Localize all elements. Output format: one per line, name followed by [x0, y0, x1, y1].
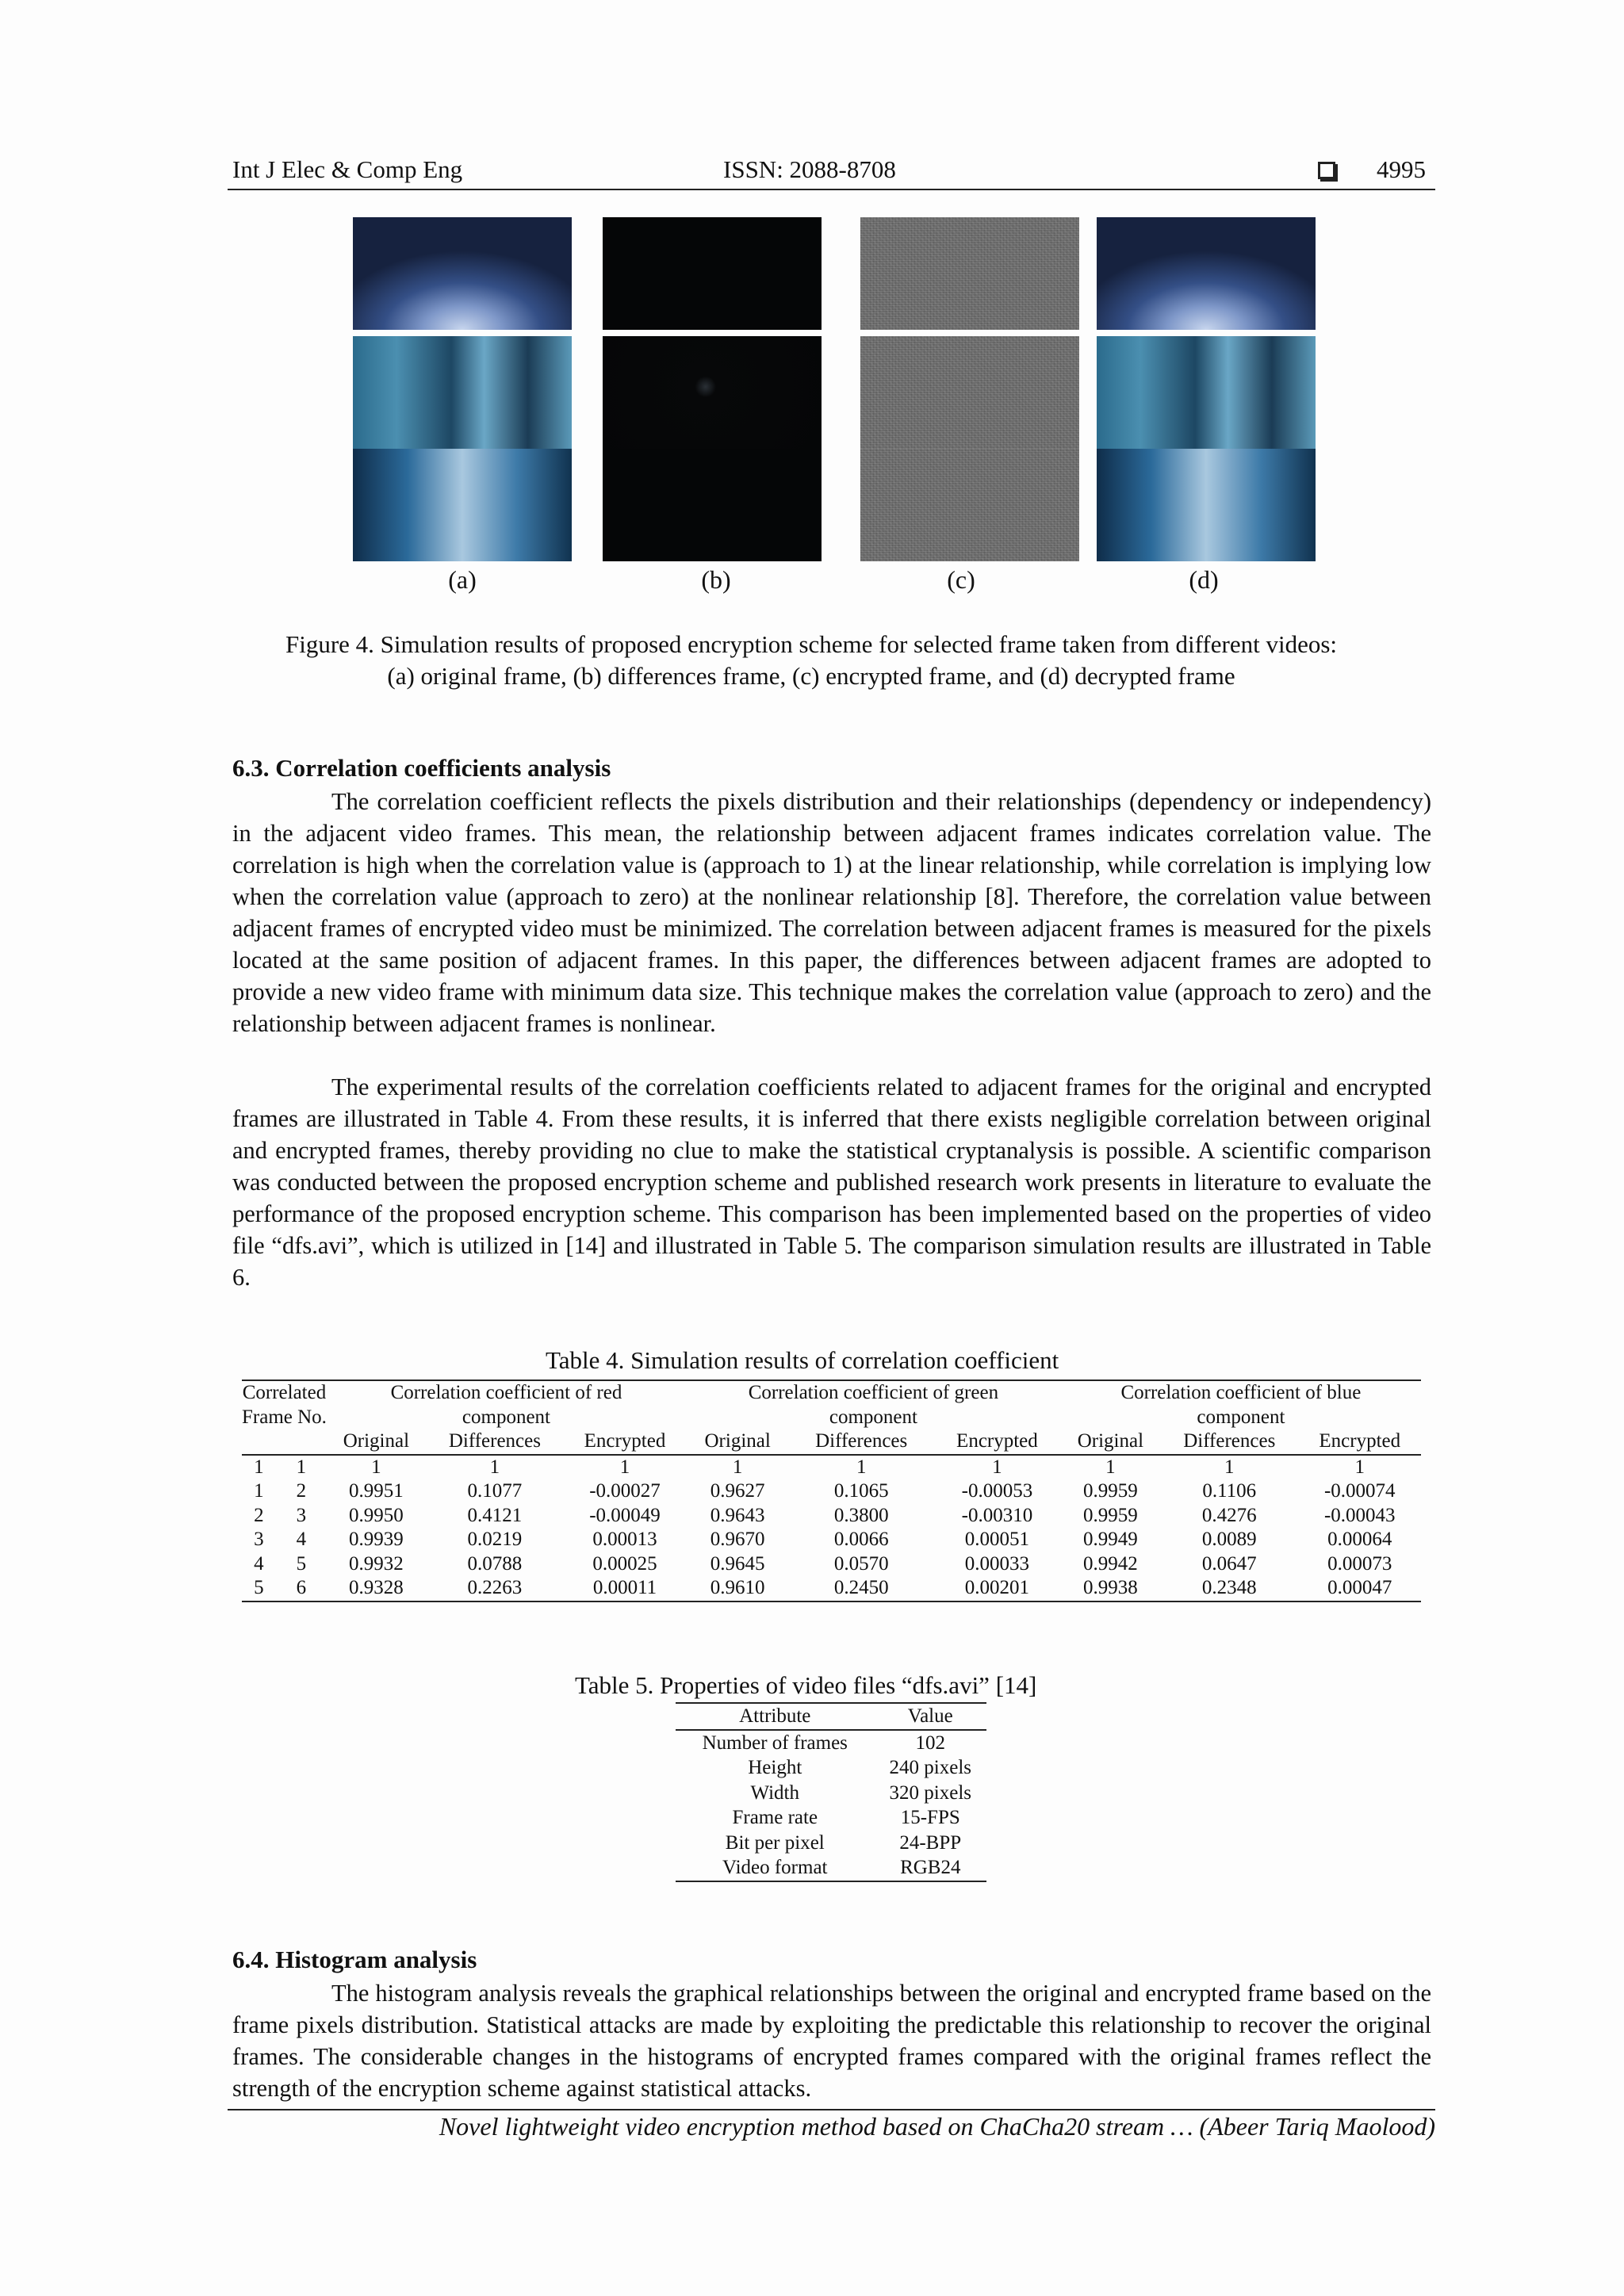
table-cell: 4 [254, 1552, 264, 1575]
table-cell: 0.9939 [349, 1529, 404, 1550]
table-4-header-frame: Correlated [242, 1380, 327, 1406]
table-cell: -0.00074 [1323, 1480, 1396, 1502]
table-cell: 0.9938 [1061, 1576, 1160, 1601]
table-cell: 0.0066 [833, 1529, 889, 1550]
decrypted-frame-3 [1097, 449, 1316, 561]
table-cell: 5 [296, 1552, 307, 1575]
sublabel-c: (c) [947, 565, 975, 594]
table-cell: Height [748, 1757, 802, 1778]
table-cell: 0.9959 [1083, 1480, 1138, 1502]
running-title: Novel lightweight video encryption method based on ChaCha20 stream … (Abeer Tariq Maolood) [439, 2112, 1435, 2141]
table-cell: 0.1077 [467, 1480, 523, 1502]
differences-frame-1 [603, 217, 822, 330]
table-cell: 24-BPP [899, 1831, 962, 1854]
figure-caption-line1: Figure 4. Simulation results of proposed encryption scheme for selected frame taken from different videos: [285, 630, 1338, 658]
table-cell: -0.00310 [961, 1504, 1033, 1526]
differences-frame-3 [603, 449, 822, 561]
table-row [242, 1552, 1421, 1577]
table-4-header-blue-line2: component [1197, 1406, 1285, 1428]
table-cell: 1 [1354, 1456, 1365, 1478]
table-4-subheader: Original [686, 1429, 789, 1455]
table-row [242, 1455, 1421, 1480]
table-cell: 0.9328 [327, 1576, 426, 1601]
table-4-caption: Table 4. Simulation results of correlation coefficient [546, 1346, 1059, 1374]
table-row [676, 1855, 986, 1881]
encrypted-frame-2 [860, 336, 1079, 449]
decrypted-frame-1 [1097, 217, 1316, 330]
table-cell: 0.9627 [710, 1480, 765, 1502]
table-row [676, 1755, 986, 1781]
table-cell: Video format [676, 1855, 875, 1881]
table-cell: 1 [371, 1456, 381, 1478]
table-cell: 0.00013 [592, 1529, 657, 1550]
table-cell: 1 [1224, 1456, 1235, 1478]
table-4-subheader: Differences [789, 1429, 933, 1455]
differences-frame-2 [603, 336, 822, 449]
table-cell: 1 [489, 1456, 500, 1478]
table-4-header-red-line2: component [462, 1406, 550, 1428]
table-cell: 1 [856, 1456, 867, 1478]
table-cell: 0.9932 [349, 1552, 404, 1575]
table-cell: 0.0647 [1201, 1552, 1257, 1575]
footer-rule [228, 2109, 1435, 2110]
table-cell: 2 [296, 1480, 307, 1502]
table-row [676, 1805, 986, 1831]
table-5-caption: Table 5. Properties of video files “dfs.avi” [14] [575, 1671, 1037, 1699]
table-4-subheader: Original [1061, 1429, 1160, 1455]
table-row [242, 1504, 1421, 1529]
table-cell: -0.00027 [589, 1480, 661, 1502]
table-cell: 1 [732, 1456, 743, 1478]
table-row [676, 1781, 986, 1806]
section-6-3-paragraph-2: The experimental results of the correlation coefficients related to adjacent frames for the original and encrypted frames are illustrated in Table 4. From these results, it is inferred that there exists negligible correlation between original and encrypted frames, thereby providing no clue to make the statistical cryptanalysis is possible. A scientific comparison was conducted between the proposed encryption scheme and published research work presents in literature to evaluate the performance of the proposed encryption scheme. This comparison has been implemented based on the properties of video file “dfs.avi”, which is utilized in [14] and illustrated in Table 5. The comparison simulation results are illustrated in Table 6. [232, 1073, 1431, 1291]
table-cell: 6 [276, 1576, 327, 1601]
table-4-header-blue: Correlation coefficient of blue [1061, 1380, 1421, 1406]
table-cell: 3 [296, 1504, 307, 1526]
table-cell: 0.0219 [467, 1529, 523, 1550]
table-cell: 0.00064 [1327, 1529, 1392, 1550]
table-4-header-green-line2: component [829, 1406, 917, 1428]
table-cell: Frame rate [732, 1807, 818, 1828]
encrypted-frame-1 [860, 217, 1079, 330]
original-frame-2 [353, 336, 572, 449]
sublabel-b: (b) [701, 565, 731, 594]
table-cell: 5 [242, 1576, 276, 1601]
sublabel-d: (d) [1189, 565, 1219, 594]
table-5 [676, 1702, 986, 1882]
table-4-header-red: Correlation coefficient of red [327, 1380, 686, 1406]
table-cell: 320 pixels [889, 1781, 971, 1804]
table-cell: 1 [296, 1456, 307, 1478]
table-cell: 0.3800 [833, 1504, 889, 1526]
table-cell: 1 [1105, 1456, 1116, 1478]
header-rule [228, 189, 1435, 190]
table-cell: 1 [254, 1456, 264, 1478]
table-row [242, 1479, 1421, 1504]
box-icon [1318, 155, 1335, 184]
original-frame-1 [353, 217, 572, 330]
table-cell: 0.9949 [1083, 1529, 1138, 1550]
table-4 [242, 1380, 1421, 1602]
table-cell: 0.00033 [964, 1552, 1030, 1575]
issn: ISSN: 2088-8708 [723, 155, 896, 183]
page-number: 4995 [1377, 155, 1426, 183]
table-5-header-value: Value [875, 1703, 986, 1730]
table-row [676, 1730, 986, 1756]
table-cell: 1 [992, 1456, 1002, 1478]
table-cell: Width [750, 1781, 800, 1804]
table-4-header-frame-line2: Frame No. [242, 1406, 327, 1428]
table-cell: 1 [619, 1456, 630, 1478]
journal-name: Int J Elec & Comp Eng [232, 155, 463, 183]
table-4-subheader: Encrypted [564, 1429, 686, 1455]
table-4-header-green: Correlation coefficient of green [686, 1380, 1061, 1406]
table-cell: 0.0089 [1201, 1529, 1257, 1550]
table-cell: 0.1106 [1202, 1480, 1257, 1502]
table-cell: 0.9942 [1083, 1552, 1138, 1575]
table-cell: 0.9643 [710, 1504, 765, 1526]
table-cell: 4 [296, 1529, 307, 1550]
table-row [676, 1831, 986, 1856]
table-cell: -0.00043 [1323, 1504, 1396, 1526]
table-cell: 0.00047 [1299, 1576, 1421, 1601]
table-row [242, 1528, 1421, 1552]
table-cell: 0.2450 [789, 1576, 933, 1601]
table-cell: RGB24 [875, 1855, 986, 1881]
table-cell: 0.2263 [426, 1576, 564, 1601]
table-4-subheader: Encrypted [933, 1429, 1061, 1455]
table-cell: 0.00051 [964, 1529, 1030, 1550]
table-cell: 0.9645 [710, 1552, 765, 1575]
table-cell: 3 [254, 1529, 264, 1550]
table-cell: 0.00025 [592, 1552, 657, 1575]
table-4-subheader: Original [327, 1429, 426, 1455]
table-5-header-attribute: Attribute [676, 1703, 875, 1730]
table-cell: 0.9959 [1083, 1504, 1138, 1526]
table-cell: Number of frames [702, 1732, 848, 1754]
section-heading-6-4: 6.4. Histogram analysis [232, 1946, 477, 1973]
original-frame-3 [353, 449, 572, 561]
section-heading-6-3: 6.3. Correlation coefficients analysis [232, 754, 611, 782]
table-cell: 0.00073 [1327, 1552, 1392, 1575]
figure-caption-line2: (a) original frame, (b) differences frame, (c) encrypted frame, and (d) decrypted frame [387, 662, 1235, 690]
table-row [242, 1576, 1421, 1601]
section-6-4-paragraph-1: The histogram analysis reveals the graphical relationships between the original and encrypted frame based on the frame pixels distribution. Statistical attacks are made by exploiting the predictable this relationship to recover the original frames. The considerable changes in the histograms of encrypted frames compared with the original frames reflect the strength of the encryption scheme against statistical attacks. [232, 1980, 1431, 2102]
table-cell: 102 [915, 1732, 946, 1754]
table-cell: -0.00053 [961, 1480, 1033, 1502]
table-cell: -0.00049 [589, 1504, 661, 1526]
table-cell: 0.4276 [1201, 1504, 1257, 1526]
table-4-subheader: Differences [426, 1429, 564, 1455]
table-cell: 240 pixels [889, 1757, 971, 1778]
table-cell: 0.1065 [833, 1480, 889, 1502]
decrypted-frame-2 [1097, 336, 1316, 449]
table-cell: 0.9610 [686, 1576, 789, 1601]
sublabel-a: (a) [448, 565, 477, 594]
table-4-subheader: Differences [1160, 1429, 1299, 1455]
table-cell: 2 [254, 1504, 264, 1526]
table-cell: 0.00201 [933, 1576, 1061, 1601]
table-cell: 0.0570 [833, 1552, 889, 1575]
table-cell: Bit per pixel [725, 1831, 825, 1854]
table-cell: 0.9951 [349, 1480, 404, 1502]
table-cell: 1 [254, 1480, 264, 1502]
table-cell: 15-FPS [900, 1807, 960, 1828]
section-6-3-paragraph-1: The correlation coefficient reflects the pixels distribution and their relationships (dependency or independency) in the adjacent video frames. This mean, the relationship between adjacent frames indicates correlation value. The correlation is high when the correlation value is (approach to 1) at the linear relationship, while correlation is implying low when the correlation value (approach to zero) at the nonlinear relationship [8]. Therefore, the correlation value between adjacent frames of encrypted video must be minimized. The correlation between adjacent frames is measured for the pixels located at the same position of adjacent frames. In this paper, the differences between adjacent frames are adopted to provide a new video frame with minimum data size. This technique makes the correlation value (approach to zero) and the relationship between adjacent frames is nonlinear. [232, 788, 1431, 1037]
table-cell: 0.2348 [1160, 1576, 1299, 1601]
table-cell: 0.4121 [467, 1504, 523, 1526]
encrypted-frame-3 [860, 449, 1079, 561]
table-cell: 0.9950 [349, 1504, 404, 1526]
table-cell: 0.00011 [564, 1576, 686, 1601]
table-4-subheader: Encrypted [1299, 1429, 1421, 1455]
table-cell: 0.9670 [710, 1529, 765, 1550]
table-cell: 0.0788 [467, 1552, 523, 1575]
